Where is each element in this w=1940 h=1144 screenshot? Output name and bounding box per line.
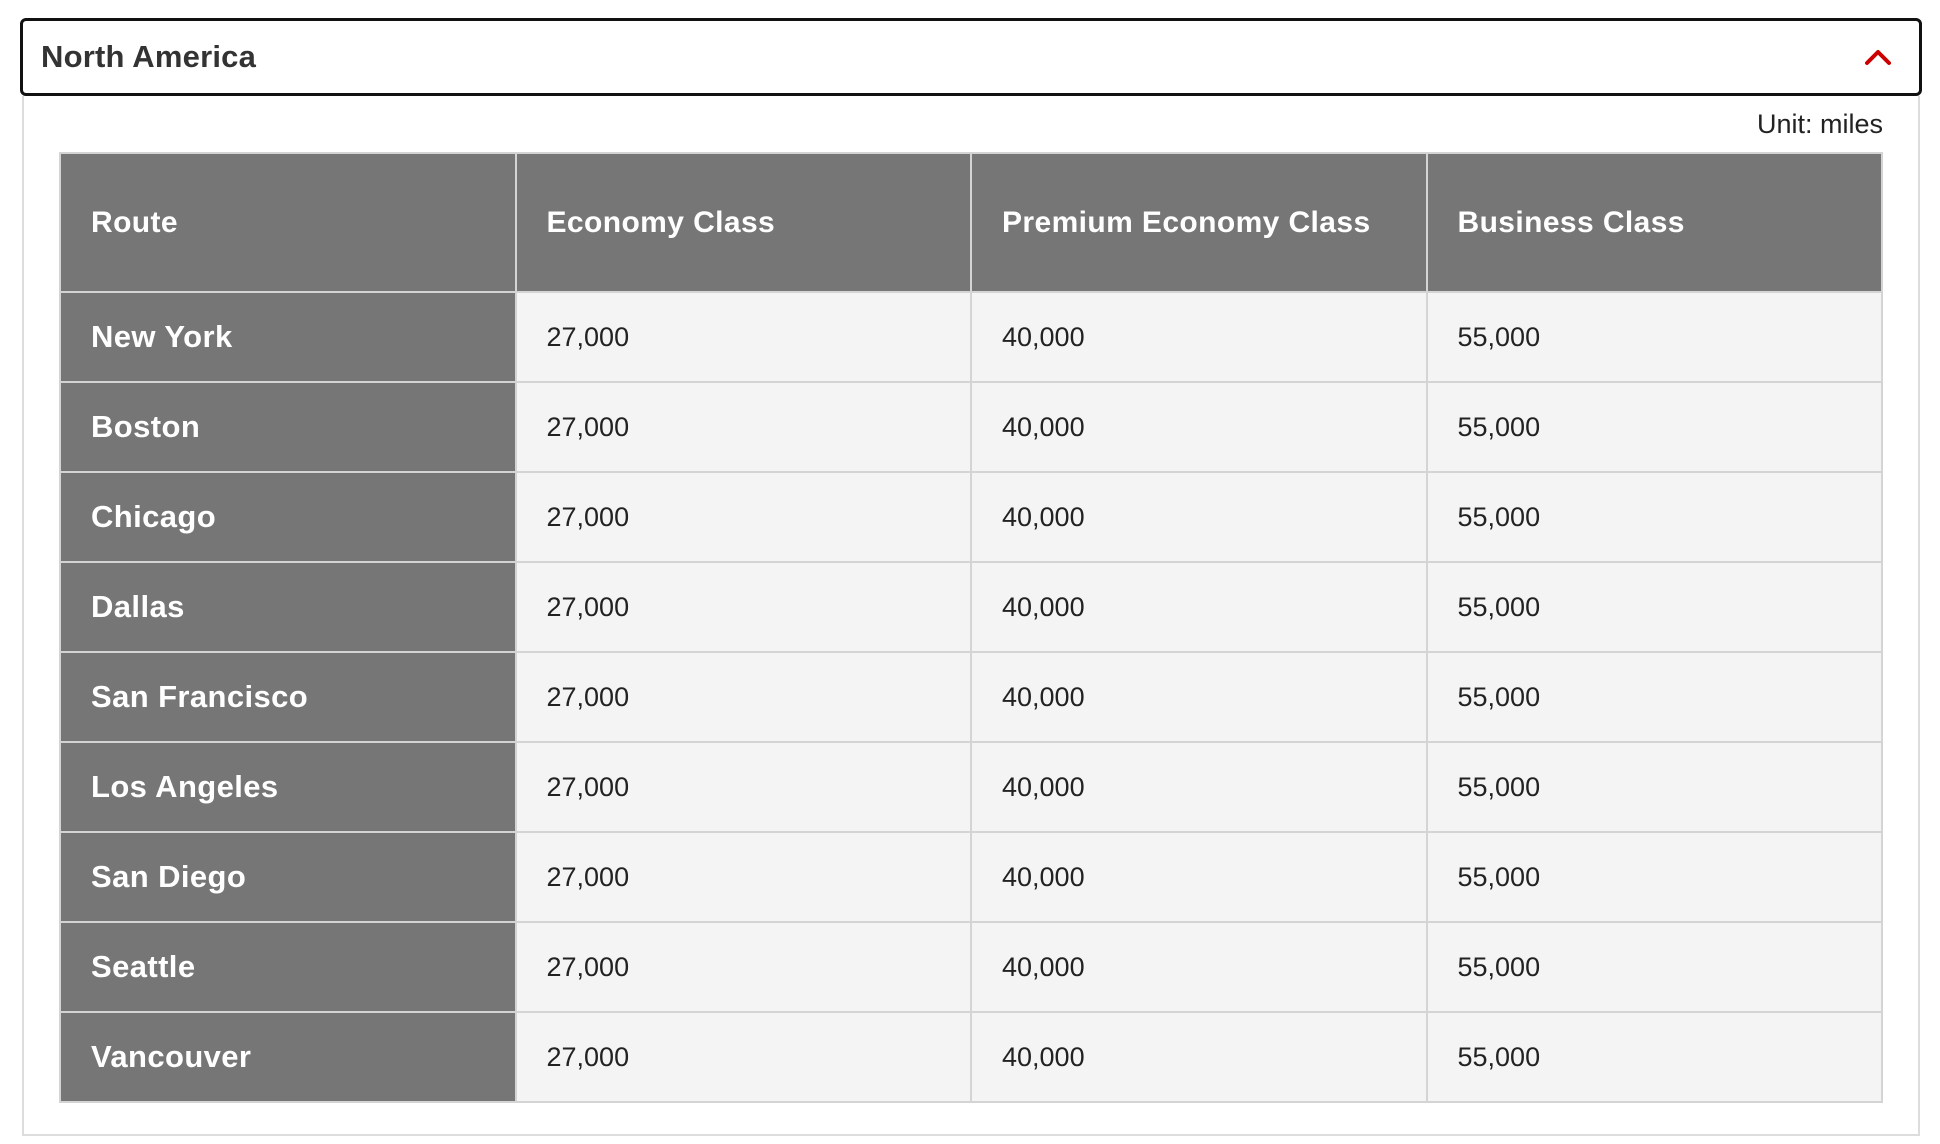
route-cell: Chicago <box>60 472 516 562</box>
table-row <box>60 652 1882 742</box>
route-cell: Los Angeles <box>60 742 516 832</box>
route-cell: Dallas <box>60 562 516 652</box>
table-row <box>60 832 1882 922</box>
route-cell: Vancouver <box>60 1012 516 1102</box>
economy-cell: 27,000 <box>516 742 972 832</box>
business-cell: 55,000 <box>1427 922 1883 1012</box>
business-cell: 55,000 <box>1427 1012 1883 1102</box>
table-row <box>60 742 1882 832</box>
column-header-economy: Economy Class <box>516 153 972 292</box>
business-cell: 55,000 <box>1427 292 1883 382</box>
column-header-premium-economy: Premium Economy Class <box>971 153 1427 292</box>
premium-economy-cell: 40,000 <box>971 472 1427 562</box>
route-cell: San Diego <box>60 832 516 922</box>
column-header-business: Business Class <box>1427 153 1883 292</box>
accordion-title: North America <box>41 39 257 74</box>
economy-cell: 27,000 <box>516 382 972 472</box>
economy-cell: 27,000 <box>516 652 972 742</box>
premium-economy-cell: 40,000 <box>971 292 1427 382</box>
business-cell: 55,000 <box>1427 742 1883 832</box>
economy-cell: 27,000 <box>516 292 972 382</box>
premium-economy-cell: 40,000 <box>971 1012 1427 1102</box>
table-row <box>60 562 1882 652</box>
route-cell: New York <box>60 292 516 382</box>
business-cell: 55,000 <box>1427 652 1883 742</box>
column-header-route: Route <box>60 153 516 292</box>
table-header-row <box>60 153 1882 292</box>
table-row <box>60 1012 1882 1102</box>
premium-economy-cell: 40,000 <box>971 652 1427 742</box>
premium-economy-cell: 40,000 <box>971 562 1427 652</box>
accordion-panel <box>22 96 1920 1136</box>
economy-cell: 27,000 <box>516 922 972 1012</box>
business-cell: 55,000 <box>1427 562 1883 652</box>
business-cell: 55,000 <box>1427 472 1883 562</box>
economy-cell: 27,000 <box>516 1012 972 1102</box>
business-cell: 55,000 <box>1427 832 1883 922</box>
economy-cell: 27,000 <box>516 472 972 562</box>
economy-cell: 27,000 <box>516 832 972 922</box>
premium-economy-cell: 40,000 <box>971 382 1427 472</box>
table-row <box>60 382 1882 472</box>
route-cell: Boston <box>60 382 516 472</box>
route-cell: Seattle <box>60 922 516 1012</box>
table-row <box>60 292 1882 382</box>
region-accordion <box>20 18 1922 1136</box>
route-cell: San Francisco <box>60 652 516 742</box>
unit-label: Unit: miles <box>1756 109 1883 139</box>
premium-economy-cell: 40,000 <box>971 832 1427 922</box>
chevron-up-icon[interactable] <box>1863 46 1893 68</box>
premium-economy-cell: 40,000 <box>971 742 1427 832</box>
accordion-header-north-america[interactable] <box>20 18 1922 96</box>
table-row <box>60 922 1882 1012</box>
economy-cell: 27,000 <box>516 562 972 652</box>
premium-economy-cell: 40,000 <box>971 922 1427 1012</box>
award-miles-table <box>59 152 1883 1103</box>
table-row <box>60 472 1882 562</box>
business-cell: 55,000 <box>1427 382 1883 472</box>
